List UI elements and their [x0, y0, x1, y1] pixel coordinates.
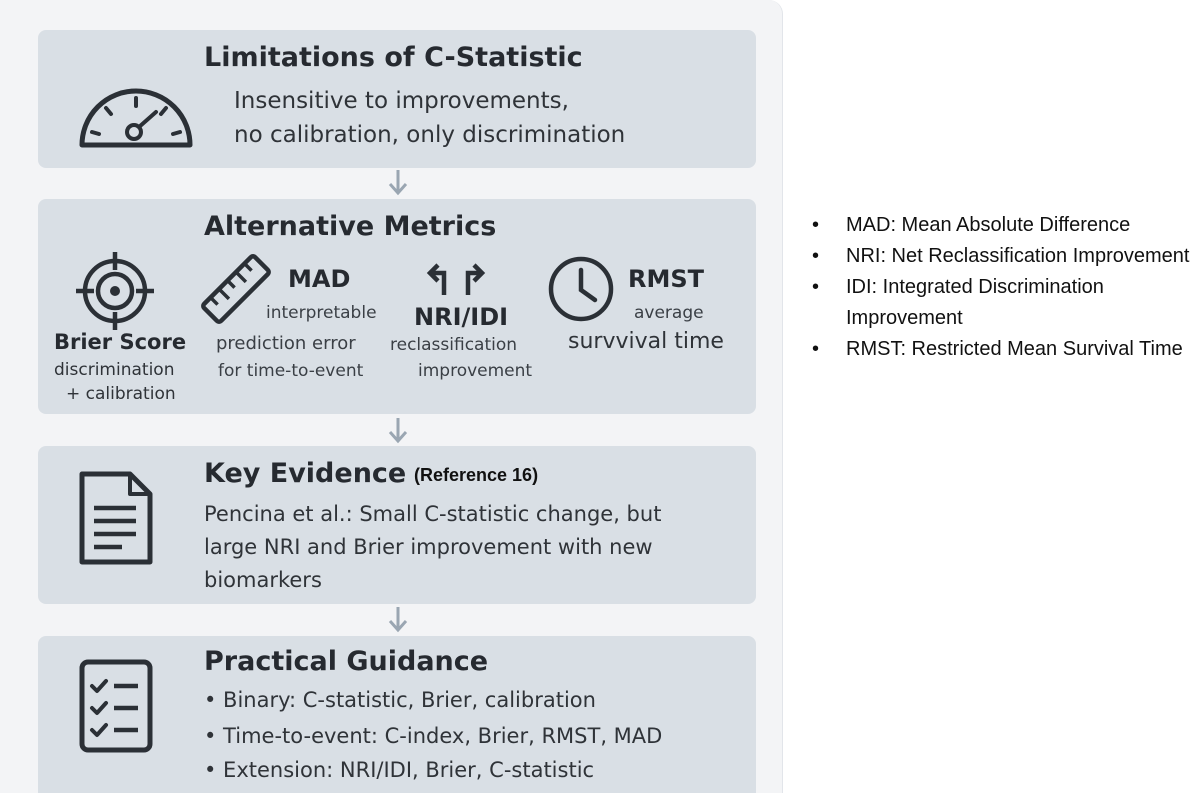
- clock-icon: [546, 254, 616, 324]
- checklist-icon: [76, 656, 156, 756]
- rmst-sub-1: average: [634, 303, 704, 323]
- rmst-label: RMST: [628, 265, 705, 293]
- mad-sub-1: interpretable: [266, 303, 377, 323]
- guidance-title: Practical Guidance: [204, 646, 489, 677]
- legend-item: • RMST: Restricted Mean Survival Time: [808, 334, 1200, 365]
- rmst-sub-2: survvival time: [568, 329, 724, 354]
- guidance-item: • Extension: NRI/IDI, Brier, C-statistic: [204, 758, 595, 782]
- brier-sub-2: + calibration: [66, 384, 176, 404]
- gauge-icon: [76, 70, 196, 160]
- limitations-line-2: no calibration, only discrimination: [234, 122, 626, 148]
- down-arrow-icon: [386, 416, 410, 444]
- evidence-line-1: Pencina et al.: Small C-statistic change, but: [204, 502, 662, 526]
- legend-item: • IDI: Integrated Discrimination Improvement: [808, 272, 1200, 334]
- limitations-card: [38, 30, 756, 168]
- evidence-card: [38, 446, 756, 604]
- evidence-line-2: large NRI and Brier improvement with new: [204, 535, 653, 559]
- nri-sub-1: reclassification: [390, 335, 518, 355]
- document-icon: [76, 468, 156, 568]
- legend-item: • MAD: Mean Absolute Difference: [808, 210, 1200, 241]
- down-arrow-icon: [386, 168, 410, 196]
- limitations-line-1: Insensitive to improvements,: [234, 88, 569, 114]
- nri-label: NRI/IDI: [414, 303, 509, 331]
- mad-sub-3: for time-to-event: [218, 361, 364, 381]
- mad-label: MAD: [288, 265, 351, 293]
- abbreviation-legend: [808, 210, 1200, 365]
- guidance-card: [38, 636, 756, 793]
- brier-sub-1: discrimination: [54, 360, 175, 380]
- legend-item: • NRI: Net Reclassification Improvement: [808, 241, 1200, 272]
- evidence-reference: (Reference 16): [414, 465, 539, 485]
- limitations-title: Limitations of C-Statistic: [204, 42, 583, 73]
- mad-sub-2: prediction error: [216, 333, 356, 354]
- ruler-icon: [196, 249, 276, 329]
- nri-sub-2: improvement: [418, 361, 533, 381]
- alternatives-card: [38, 199, 756, 414]
- split-arrows-icon: [424, 253, 488, 297]
- evidence-line-3: biomarkers: [204, 568, 322, 592]
- guidance-item: • Time-to-event: C-index, Brier, RMST, MAD: [204, 724, 663, 748]
- evidence-title: Key Evidence: [204, 458, 407, 489]
- guidance-item: • Binary: C-statistic, Brier, calibration: [204, 688, 596, 712]
- brier-label: Brier Score: [54, 330, 187, 354]
- alternatives-title: Alternative Metrics: [204, 211, 497, 242]
- target-icon: [74, 250, 156, 332]
- down-arrow-icon: [386, 605, 410, 633]
